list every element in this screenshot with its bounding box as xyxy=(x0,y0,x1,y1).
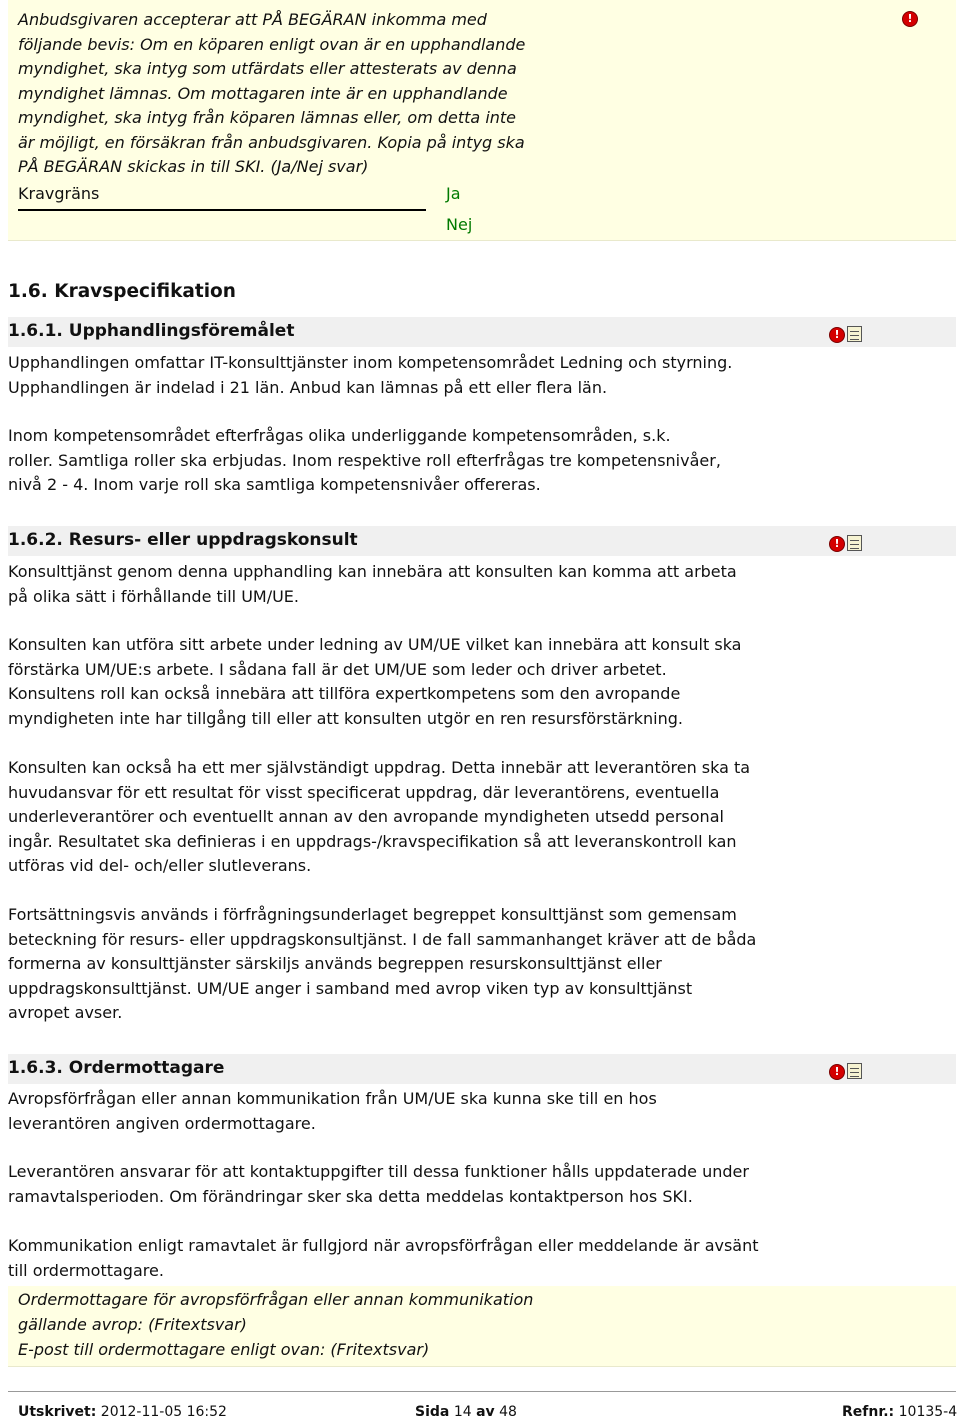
paragraph: Fortsättningsvis används i förfrågningsunderlaget begreppet konsulttjänst som gemensam beteckning för resurs- eller uppdragskonsultjänst. I de fall sammanhanget kräver att de båda formerna av konsulttjänster särskiljs används begreppen resurskonsulttjänst eller uppdragskonsulttjänst. UM/UE anger i samband med avrop viken typ av konsulttjänst avropet avser. xyxy=(8,905,757,1022)
kravgrans-label: Kravgräns xyxy=(18,184,100,203)
footer-ref-label: Refnr.: xyxy=(842,1404,895,1420)
requirement-text-line: myndighet, ska intyg som utfärdats eller attesterats av denna xyxy=(18,59,517,78)
option-yes[interactable]: Ja xyxy=(446,184,461,203)
section-title: 1.6.2. Resurs- eller uppdragskonsult xyxy=(8,530,358,550)
requirement-text-line: följande bevis: Om en köparen enligt ovan är en upphandlande xyxy=(18,35,526,54)
exclamation-warning-icon: ! xyxy=(830,1065,844,1079)
footer-page-of: av xyxy=(476,1404,495,1420)
section-title-bar xyxy=(8,317,956,347)
requirement-text-line: myndighet, ska intyg från köparen lämnas eller, om detta inte xyxy=(18,108,517,127)
footer-page-total: 48 xyxy=(499,1404,517,1420)
footer-page xyxy=(415,1404,517,1420)
document-icon[interactable] xyxy=(847,326,862,342)
footer-ref xyxy=(842,1404,957,1420)
document-icon[interactable] xyxy=(847,1063,862,1079)
requirement-text-line: E-post till ordermottagare enligt ovan: (Fritextsvar) xyxy=(18,1340,430,1359)
section-title-bar xyxy=(8,526,956,556)
footer-rule xyxy=(8,1391,956,1392)
requirement-text-line: är möjligt, en försäkran från anbudsgivaren. Kopia på intyg ska xyxy=(18,133,525,152)
footer-printed-value: 2012-11-05 16:52 xyxy=(100,1404,227,1420)
requirement-text-line: Ordermottagare för avropsförfrågan eller annan kommunikation xyxy=(18,1290,534,1309)
footer-printed-label: Utskrivet: xyxy=(18,1404,97,1420)
paragraph: Inom kompetensområdet efterfrågas olika underliggande kompetensområden, s.k. roller. Samtliga roller ska erbjudas. Inom respektive roll efterfrågas tre kompetensnivåer, nivå 2 - 4. Inom varje roll ska samtliga kompetensnivåer offereras. xyxy=(8,426,721,494)
option-no[interactable]: Nej xyxy=(446,215,473,234)
requirement-text-line: Anbudsgivaren accepterar att PÅ BEGÄRAN inkomma med xyxy=(18,10,487,29)
section-title-bar xyxy=(8,1054,956,1084)
paragraph: Konsulten kan utföra sitt arbete under ledning av UM/UE vilket kan innebära att konsult ska förstärka UM/UE:s arbete. I sådana fall är det UM/UE som leder och driver arbetet. Konsultens roll kan också innebära att tillföra expertkompetens som den avropande myndigheten inte har tillgång till eller att konsulten utgör en ren resursförstärkning. xyxy=(8,635,742,728)
paragraph: Avropsförfrågan eller annan kommunikation från UM/UE ska kunna ske till en hos leverantören angiven ordermottagare. xyxy=(8,1089,657,1133)
section-heading: 1.6. Kravspecifikation xyxy=(8,281,236,302)
footer-printed xyxy=(18,1404,227,1420)
exclamation-warning-icon: ! xyxy=(903,12,917,26)
footer-page-current: 14 xyxy=(453,1404,472,1420)
document-icon[interactable] xyxy=(847,535,862,551)
section-title: 1.6.1. Upphandlingsföremålet xyxy=(8,321,295,341)
requirement-text-line: gällande avrop: (Fritextsvar) xyxy=(18,1315,247,1334)
exclamation-warning-icon: ! xyxy=(830,328,844,342)
paragraph: Leverantören ansvarar för att kontaktuppgifter till dessa funktioner hålls uppdaterade under ramavtalsperioden. Om förändringar sker ska detta meddelas kontaktperson hos SKI. xyxy=(8,1162,749,1206)
requirement-text-line: myndighet lämnas. Om mottagaren inte är en upphandlande xyxy=(18,84,508,103)
footer-ref-value: 10135-4 xyxy=(898,1404,958,1420)
footer-page-label: Sida xyxy=(415,1404,450,1420)
paragraph: Upphandlingen omfattar IT-konsulttjänster inom kompetensområdet Ledning och styrning. Upphandlingen är indelad i 21 län. Anbud kan lämnas på ett eller flera län. xyxy=(8,353,733,397)
kravgrans-line xyxy=(18,209,426,211)
section-title: 1.6.3. Ordermottagare xyxy=(8,1058,225,1078)
paragraph: Konsulten kan också ha ett mer självständigt uppdrag. Detta innebär att leverantören ska ta huvudansvar för ett resultat för visst specificerat uppdrag, där leverantörens, eventuella underleverantörer och eventuellt annan av den avropande myndigheten utsedd personal ingår. Resultatet ska definieras i en uppdrags-/kravspecifikation så att leveranskontroll kan utföras vid del- och/eller slutleverans. xyxy=(8,758,751,875)
paragraph: Kommunikation enligt ramavtalet är fullgjord när avropsförfrågan eller meddelande är avsänt till ordermottagare. xyxy=(8,1236,759,1280)
requirement-text-line: PÅ BEGÄRAN skickas in till SKI. (Ja/Nej svar) xyxy=(18,157,369,176)
paragraph: Konsulttjänst genom denna upphandling kan innebära att konsulten kan komma att arbeta på olika sätt i förhållande till UM/UE. xyxy=(8,562,737,606)
exclamation-warning-icon: ! xyxy=(830,537,844,551)
